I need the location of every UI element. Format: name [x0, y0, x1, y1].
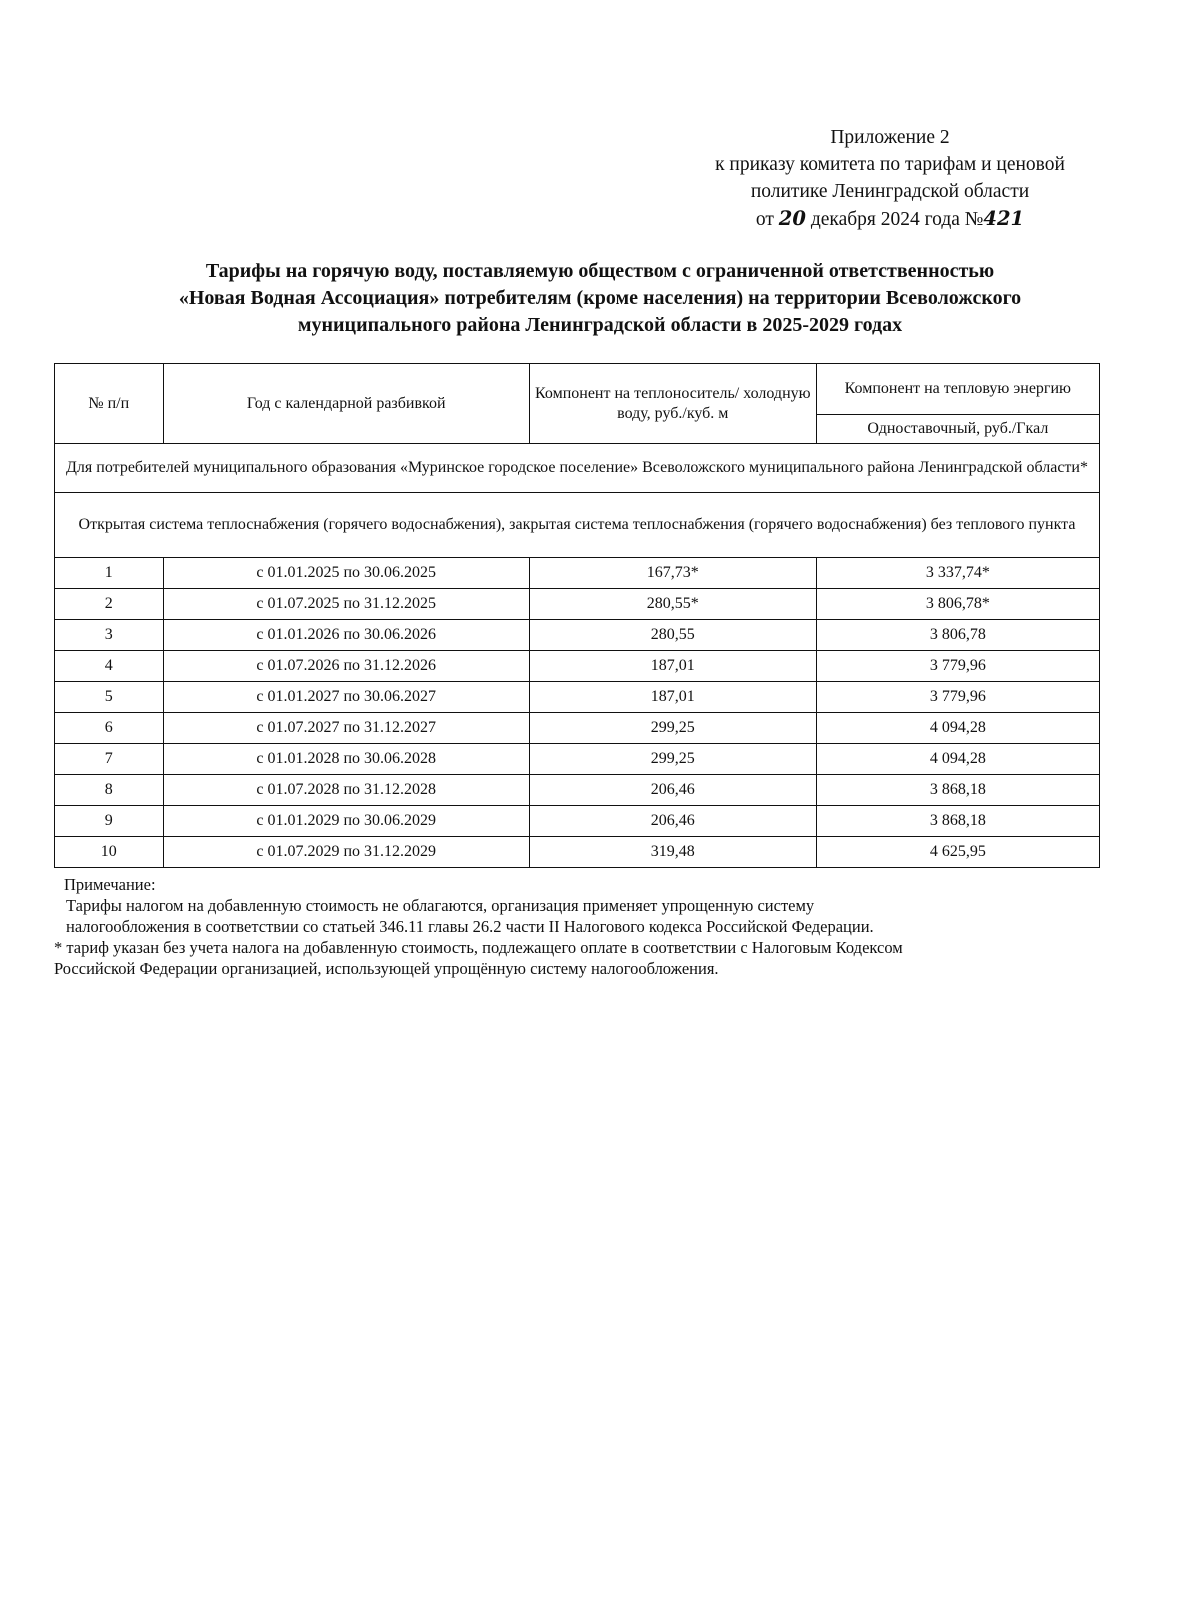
table-row: [55, 651, 1100, 682]
cell-period: с 01.01.2027 по 30.06.2027: [163, 682, 529, 713]
date-prefix: от: [755, 209, 774, 230]
header-water-component: Компонент на теплоноситель/ холодную воду, руб./куб. м: [529, 364, 816, 444]
cell-num: 2: [55, 589, 164, 620]
cell-period: с 01.01.2028 по 30.06.2028: [163, 744, 529, 775]
cell-water: 187,01: [529, 651, 816, 682]
cell-num: 6: [55, 713, 164, 744]
appendix-title: Приложение 2: [830, 127, 950, 148]
notes-line-1: Тарифы налогом на добавленную стоимость не облагаются, организация применяет упрощенную систему: [66, 896, 815, 915]
cell-water: 280,55*: [529, 589, 816, 620]
notes-heading: Примечание:: [64, 875, 156, 894]
cell-water: 206,46: [529, 806, 816, 837]
notes-line-4: Российской Федерации организацией, использующей упрощённую систему налогообложения.: [54, 959, 719, 978]
cell-energy: 3 806,78: [816, 620, 1099, 651]
cell-period: с 01.07.2029 по 31.12.2029: [163, 837, 529, 868]
title-line-3: муниципального района Ленинградской области в 2025-2029 годах: [297, 314, 903, 336]
cell-energy: 3 337,74*: [816, 558, 1099, 589]
table-row: [55, 806, 1100, 837]
notes-line-2: налогообложения в соответствии со статьей 346.11 главы 26.2 части II Налогового кодекса Российской Федерации.: [66, 917, 874, 936]
appendix-date-line: [660, 205, 1120, 233]
title-line-1: Тарифы на горячую воду, поставляемую обществом с ограниченной ответственностью: [205, 260, 995, 282]
cell-num: 3: [55, 620, 164, 651]
date-middle: декабря 2024 года №: [810, 209, 984, 230]
cell-energy: 3 779,96: [816, 651, 1099, 682]
cell-period: с 01.07.2026 по 31.12.2026: [163, 651, 529, 682]
cell-period: с 01.01.2026 по 30.06.2026: [163, 620, 529, 651]
appendix-header: [660, 124, 1120, 233]
cell-num: 5: [55, 682, 164, 713]
notes-line-3: * тариф указан без учета налога на добавленную стоимость, подлежащего оплате в соответствии с Налоговым Кодексом: [54, 938, 903, 957]
section-heat-system: Открытая система теплоснабжения (горячего водоснабжения), закрытая система теплоснабжения (горячего водоснабжения) без теплового пункта: [55, 493, 1100, 558]
table-row: [55, 620, 1100, 651]
title-line-2: «Новая Водная Ассоциация» потребителям (кроме населения) на территории Всеволожского: [178, 287, 1022, 309]
table-row: [55, 713, 1100, 744]
table-row: [55, 744, 1100, 775]
cell-water: 167,73*: [529, 558, 816, 589]
cell-energy: 4 625,95: [816, 837, 1099, 868]
notes-block: [54, 874, 1154, 979]
header-period: Год с календарной разбивкой: [163, 364, 529, 444]
cell-energy: 4 094,28: [816, 713, 1099, 744]
cell-period: с 01.07.2028 по 31.12.2028: [163, 775, 529, 806]
cell-num: 8: [55, 775, 164, 806]
cell-num: 1: [55, 558, 164, 589]
cell-num: 4: [55, 651, 164, 682]
cell-energy: 3 868,18: [816, 775, 1099, 806]
table-row: [55, 682, 1100, 713]
cell-period: с 01.07.2025 по 31.12.2025: [163, 589, 529, 620]
cell-energy: 3 806,78*: [816, 589, 1099, 620]
appendix-order-line: к приказу комитета по тарифам и ценовой: [715, 154, 1065, 175]
table-row: [55, 775, 1100, 806]
table-row: [55, 558, 1100, 589]
cell-num: 7: [55, 744, 164, 775]
handwritten-number: 421: [983, 207, 1025, 230]
cell-period: с 01.01.2029 по 30.06.2029: [163, 806, 529, 837]
handwritten-day: 20: [778, 207, 806, 230]
cell-period: с 01.01.2025 по 30.06.2025: [163, 558, 529, 589]
header-energy-component: Компонент на тепловую энергию: [816, 364, 1099, 415]
cell-water: 299,25: [529, 744, 816, 775]
table-row: [55, 589, 1100, 620]
document-title: [40, 258, 1160, 339]
header-num: № п/п: [55, 364, 164, 444]
cell-water: 299,25: [529, 713, 816, 744]
cell-water: 187,01: [529, 682, 816, 713]
header-energy-single-rate: Одноставочный, руб./Гкал: [816, 415, 1099, 444]
section-consumers: Для потребителей муниципального образования «Муринское городское поселение» Всеволожского муниципального района Ленинградской области*: [55, 444, 1100, 493]
cell-water: 206,46: [529, 775, 816, 806]
cell-energy: 3 779,96: [816, 682, 1099, 713]
appendix-committee-line: политике Ленинградской области: [750, 181, 1030, 202]
cell-energy: 4 094,28: [816, 744, 1099, 775]
tariff-table: [54, 363, 1100, 868]
cell-water: 280,55: [529, 620, 816, 651]
cell-num: 10: [55, 837, 164, 868]
cell-period: с 01.07.2027 по 31.12.2027: [163, 713, 529, 744]
cell-num: 9: [55, 806, 164, 837]
cell-water: 319,48: [529, 837, 816, 868]
cell-energy: 3 868,18: [816, 806, 1099, 837]
table-row: [55, 837, 1100, 868]
